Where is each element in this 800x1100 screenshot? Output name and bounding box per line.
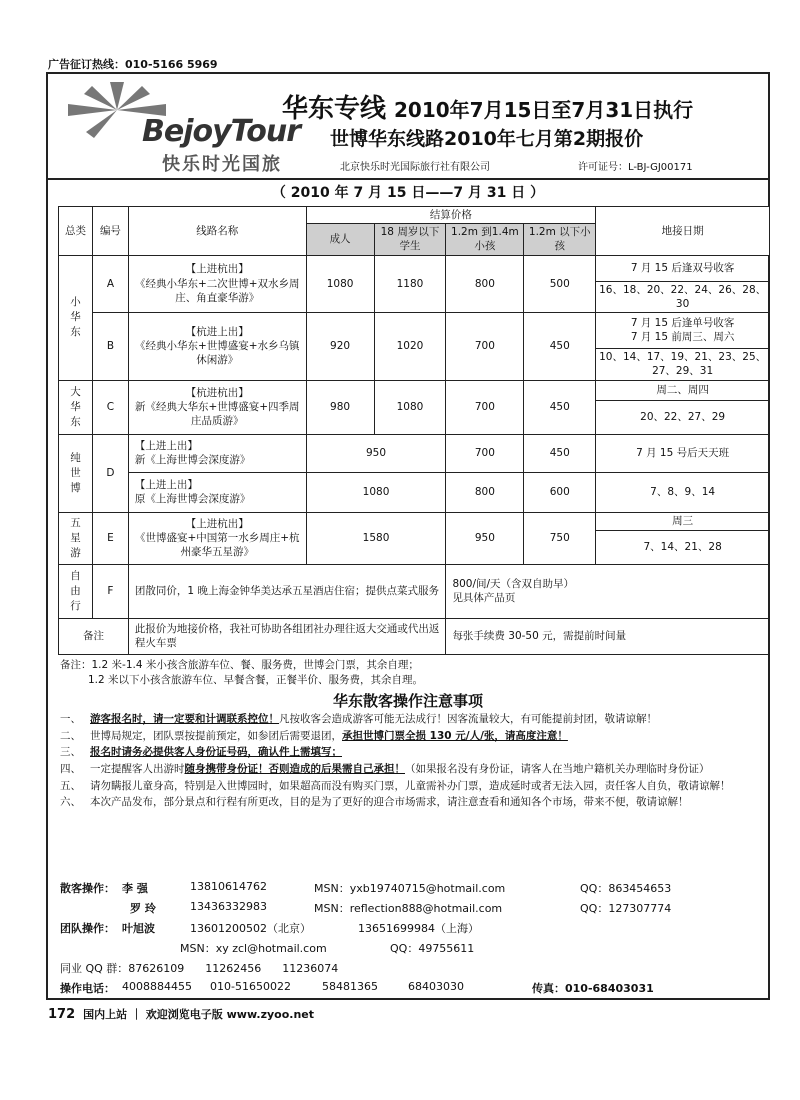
price-f — [446, 564, 770, 618]
dates-a-2: 16、18、20、22、24、26、28、30 — [596, 281, 770, 312]
route-d2-desc: 原《上海世博会深度游》 — [134, 493, 251, 506]
remark-text: 此报价为地接价格，我社可协助各组团社办理往返大交通或代出返程火车票 — [128, 618, 446, 654]
contact-qq: QQ：127307774 — [580, 902, 672, 915]
dates-a-1: 7 月 15 后逢双号收客 — [596, 255, 770, 281]
code-f: F — [92, 564, 128, 618]
route-d1 — [128, 434, 306, 472]
contact-row — [60, 960, 760, 980]
fax: 传真：010-68403031 — [532, 982, 654, 995]
note-4-extra: （如果报名没有身份证，请客人在当地户籍机关办理临时身份证） — [405, 763, 710, 776]
title-main: 华东专线 — [282, 94, 387, 124]
price-d2: 1080 — [306, 472, 446, 512]
dates-b-1b: 7 月 15 前周三、周六 — [630, 331, 735, 344]
date-range: （ 2010 年 7 月 15 日——7 月 31 日 ） — [271, 185, 545, 201]
tel-4: 68403030 — [408, 980, 464, 993]
tel-1: 4008884455 — [122, 980, 192, 993]
price-b-adult: 920 — [306, 312, 374, 380]
qq-group: 同业 QQ 群：87626109 11262456 11236074 — [60, 962, 339, 975]
price-f-note: 见具体产品页 — [452, 592, 516, 605]
note-6-text: 本次产品发布，部分景点和行程有所更改，目的是为了更好的迎合市场需求，请注意查看和通知各个市场，带来不便，敬请谅解！ — [90, 796, 689, 809]
contacts-section — [60, 880, 760, 1000]
header-child-mid: 1.2m 到1.4m 小孩 — [446, 224, 524, 255]
note-3-emph: 报名时请务必提供客人身份证号码，确认件上需填写； — [90, 746, 342, 759]
route-d2-title: 【上进上出】 — [134, 479, 198, 492]
price-d1-mid: 700 — [446, 434, 524, 472]
contact-row — [60, 920, 760, 940]
price-e-mid: 950 — [446, 512, 524, 564]
brand-name: BejoyTour — [142, 114, 301, 149]
dates-c-1: 周二、周四 — [596, 380, 770, 400]
logo — [58, 80, 301, 175]
price-d1-small: 450 — [524, 434, 596, 472]
dates-d2: 7、8、9、14 — [596, 472, 770, 512]
note-num: 二、 — [60, 729, 81, 742]
contact-msn: MSN：xy zcl@hotmail.com — [180, 942, 327, 955]
price-c-adult: 980 — [306, 380, 374, 434]
note-1-text: 凡按收客会造成游客可能无法成行！因客流量较大，有可能提前封团，敬请谅解！ — [279, 713, 657, 725]
remark-fee: 每张手续费 30-50 元，需提前时间量 — [446, 618, 770, 654]
note-item — [60, 712, 760, 727]
dates-d1: 7 月 15 号后天天班 — [596, 434, 770, 472]
table-footnote — [60, 658, 423, 688]
note-num: 三、 — [60, 746, 81, 759]
price-e-small: 750 — [524, 512, 596, 564]
code-b: B — [92, 312, 128, 380]
title-dates: 2010年7月15日至7月31日执行 — [394, 98, 694, 122]
dates-b-1a: 7 月 15 后逢单号收客 — [630, 317, 735, 330]
route-b-title: 【杭进上出】 — [185, 326, 249, 339]
dates-e-1: 周三 — [596, 512, 770, 530]
contact-phone: 13601200502（北京） — [190, 922, 311, 935]
code-a: A — [92, 255, 128, 312]
price-a-small: 500 — [524, 255, 596, 312]
route-a — [128, 255, 306, 312]
price-f-room: 800/间/天（含双自助早） — [452, 578, 575, 591]
contact-msn: MSN：yxb19740715@hotmail.com — [314, 882, 506, 895]
category-ziyouxing: 自由行 — [70, 569, 81, 612]
note-item — [60, 729, 760, 744]
note-num: 六、 — [60, 796, 81, 809]
route-f: 团散同价，1 晚上海金钟华美达承五星酒店住宿；提供点菜式服务 — [128, 564, 446, 618]
category-wuxingyou: 五星游 — [70, 516, 81, 559]
price-b-mid: 700 — [446, 312, 524, 380]
route-e-desc: 《世博盛宴+中国第一水乡周庄+杭州豪华五星游》 — [134, 532, 300, 559]
contact-row — [60, 900, 760, 920]
contact-row — [60, 880, 760, 900]
page-number: 172 — [48, 1007, 76, 1022]
note-num: 一、 — [60, 713, 81, 725]
contact-name: 罗 玲 — [130, 902, 156, 915]
note-item — [60, 779, 760, 794]
code-c: C — [92, 380, 128, 434]
note-2-emph: 承担世博门票全损 130 元/人/张，请高度注意！ — [342, 729, 568, 742]
price-b-small: 450 — [524, 312, 596, 380]
note-2-text: 世博局规定，团队票按提前预定，如参团后需要退团， — [90, 729, 342, 742]
price-c-mid: 700 — [446, 380, 524, 434]
tel-3: 58481365 — [322, 980, 378, 993]
contact-msn: MSN：reflection888@hotmail.com — [314, 902, 503, 915]
brand-name-cn: 快乐时光国旅 — [162, 154, 282, 175]
header-code: 编号 — [92, 207, 128, 256]
notes-title: 华东散客操作注意事项 — [332, 692, 483, 710]
tel-2: 010-51650022 — [210, 980, 291, 993]
price-a-mid: 800 — [446, 255, 524, 312]
route-e — [128, 512, 306, 564]
header-dates: 地接日期 — [596, 207, 770, 256]
price-a-student: 1180 — [374, 255, 446, 312]
dates-e-2: 7、14、21、28 — [596, 530, 770, 564]
route-d2 — [128, 472, 306, 512]
note-num: 四、 — [60, 763, 81, 776]
price-e: 1580 — [306, 512, 446, 564]
license-number: 许可证号：L-BJ-GJ00171 — [578, 162, 693, 173]
price-table — [58, 206, 770, 655]
price-a-adult: 1080 — [306, 255, 374, 312]
header-price-group: 结算价格 — [306, 207, 596, 224]
contact-qq: QQ：49755611 — [390, 942, 475, 955]
route-a-desc: 《经典小华东+二次世博+双水乡周庄、角直豪华游》 — [134, 277, 300, 304]
header-student: 18 周岁以下学生 — [374, 224, 446, 255]
price-d1: 950 — [306, 434, 446, 472]
price-c-small: 450 — [524, 380, 596, 434]
label-individual-ops: 散客操作： — [60, 882, 115, 895]
notes-list — [60, 712, 760, 812]
category-chunshibo: 纯世博 — [70, 451, 81, 494]
price-d2-small: 600 — [524, 472, 596, 512]
dates-c-2: 20、22、27、29 — [596, 400, 770, 434]
dates-b-2: 10、14、17、19、21、23、25、27、29、31 — [596, 348, 770, 380]
category-dahuadong: 大华东 — [70, 385, 81, 428]
route-d1-title: 【上进上出】 — [134, 440, 198, 453]
route-c-desc: 新《经典大华东+世博盛宴+四季周庄品质游》 — [134, 401, 300, 428]
route-e-title: 【上进杭出】 — [185, 518, 249, 531]
contact-name: 叶旭波 — [122, 922, 155, 935]
dates-b-1 — [596, 312, 770, 348]
footnote-line-2: 1.2 米以下小孩含旅游车位、早餐含餐，正餐半价、服务费，其余自理。 — [88, 674, 424, 687]
note-4-emph: 随身携带身份证！否则造成的后果需自己承担！ — [184, 763, 405, 776]
header-divider — [46, 178, 770, 180]
ad-hotline: 广告征订热线：010-5166 5969 — [48, 58, 218, 71]
route-a-title: 【上进杭出】 — [185, 263, 249, 276]
price-d2-mid: 800 — [446, 472, 524, 512]
page-subtitle: 世博华东线路2010年七月第2期报价 — [330, 128, 644, 150]
code-d: D — [92, 434, 128, 512]
footnote-line-1: 备注：1.2 米-1.4 米小孩含旅游车位、餐、服务费，世博会门票，其余自理； — [60, 659, 419, 671]
note-item — [60, 762, 760, 777]
header-child-small: 1.2m 以下小孩 — [524, 224, 596, 255]
price-c-student: 1080 — [374, 380, 446, 434]
note-4-text: 一定提醒客人出游时 — [90, 763, 185, 776]
contact-phone: 13436332983 — [190, 900, 267, 913]
note-item — [60, 795, 760, 810]
route-c — [128, 380, 306, 434]
page-footer — [48, 1006, 314, 1022]
contact-phone: 13810614762 — [190, 880, 267, 893]
contact-phone: 13651699984（上海） — [358, 922, 479, 935]
contact-qq: QQ：863454653 — [580, 882, 672, 895]
remark-label: 备注 — [59, 618, 129, 654]
contact-row — [60, 940, 760, 960]
route-b — [128, 312, 306, 380]
note-5-text: 请勿瞒报儿童身高，特别是入世博园时，如果超高而没有购买门票，儿童需补办门票，造成延时或者无法入园，责任客人自负，敬请谅解！ — [90, 779, 731, 792]
footer-text: 国内上站 ｜ 欢迎浏览电子版 www.zyoo.net — [83, 1008, 315, 1021]
route-b-desc: 《经典小华东+世博盛宴+水乡乌镇休闲游》 — [134, 340, 300, 367]
route-c-title: 【杭进杭出】 — [185, 387, 249, 400]
route-d1-desc: 新《上海世博会深度游》 — [134, 454, 251, 467]
code-e: E — [92, 512, 128, 564]
header-adult: 成人 — [306, 224, 374, 255]
label-tel: 操作电话： — [60, 982, 115, 995]
label-group-ops: 团队操作： — [60, 922, 115, 935]
header-route: 线路名称 — [128, 207, 306, 256]
company-name: 北京快乐时光国际旅行社有限公司 — [340, 162, 490, 173]
note-num: 五、 — [60, 779, 81, 792]
page-title — [282, 88, 693, 125]
price-b-student: 1020 — [374, 312, 446, 380]
contact-name: 李 强 — [122, 882, 148, 895]
note-item — [60, 745, 760, 760]
note-1-emph: 游客报名时，请一定要和计调联系控位！ — [90, 713, 279, 725]
header-category: 总类 — [59, 207, 93, 256]
category-xiaohuadong: 小华东 — [70, 295, 81, 339]
contact-row — [60, 980, 760, 1000]
